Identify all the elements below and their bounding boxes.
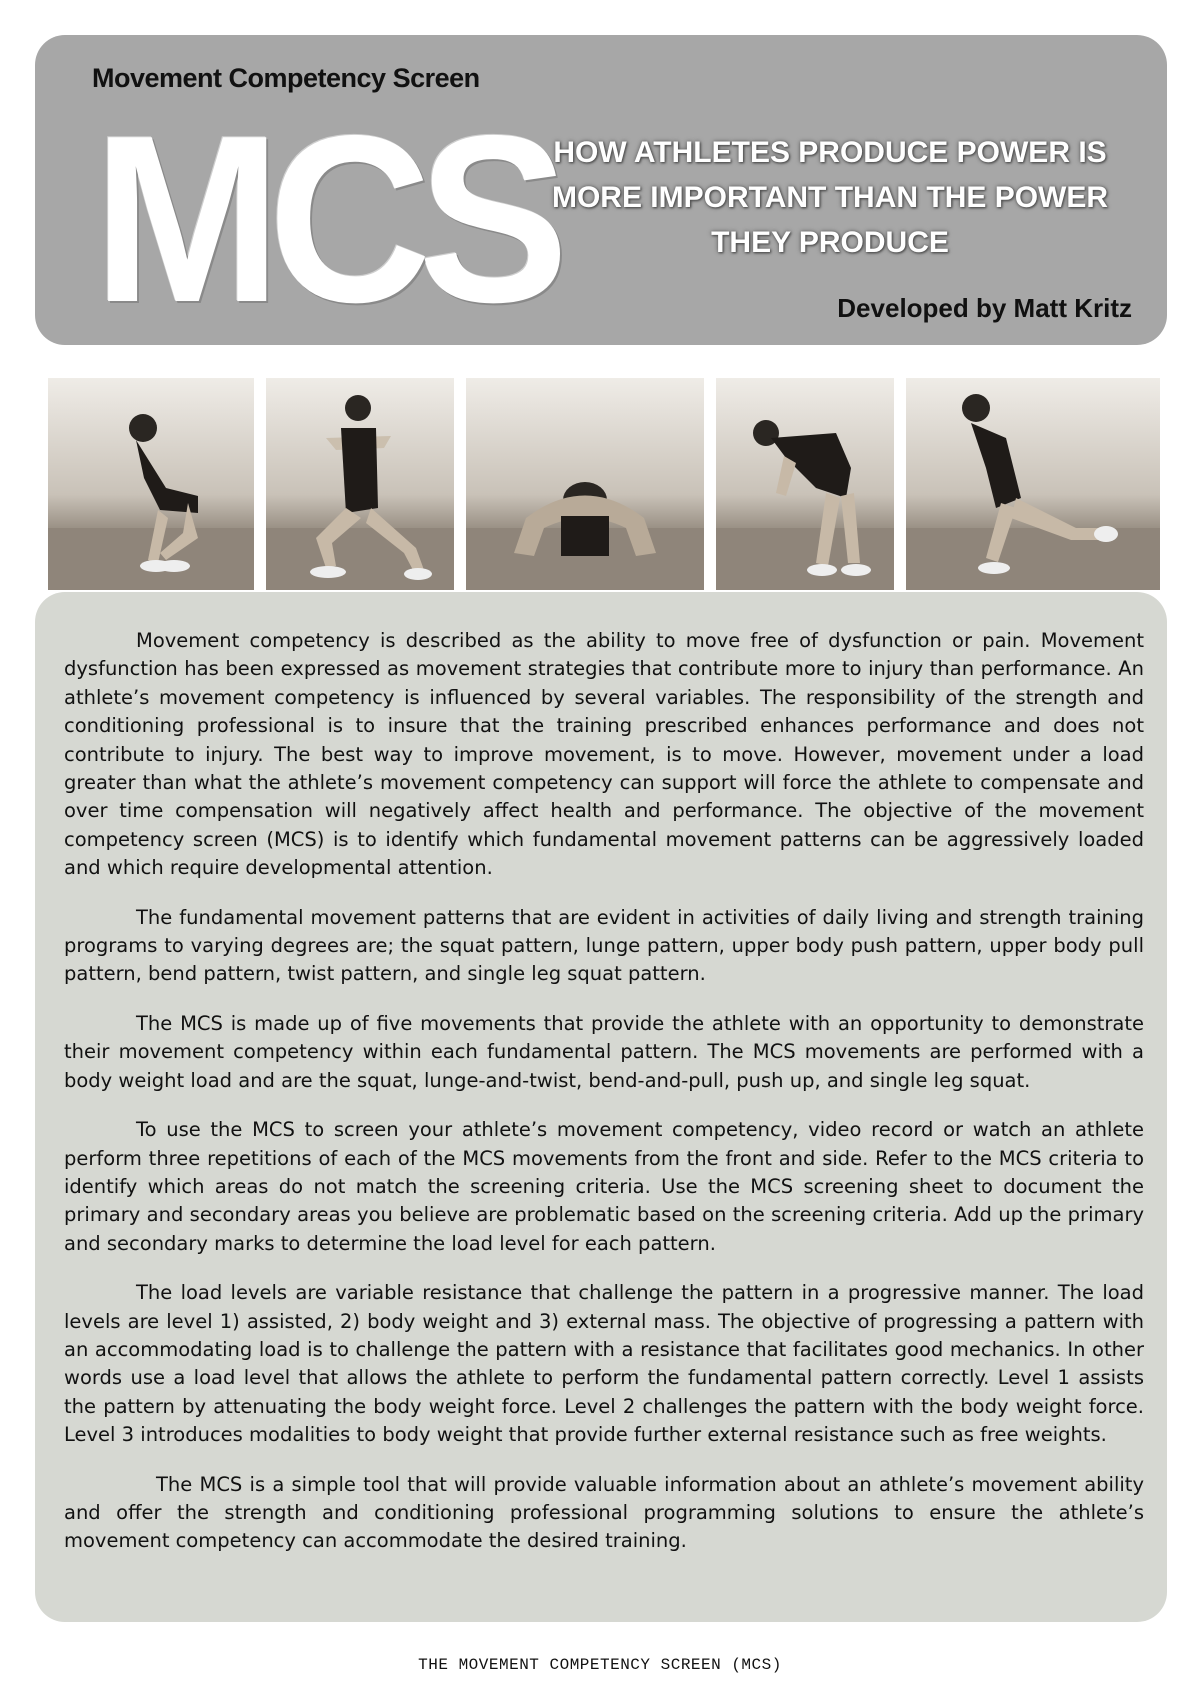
body-paragraph-5: The load levels are variable resistance that challenge the pattern in a progressive manner. The load levels are level 1) assisted, 2) body weight and 3) external mass. The objective of progressing a pattern with an accommodating load is to challenge the pattern with a resistance that facilitates good mechanics. In other words use a load level that allows the athlete to perform the fundamental pattern correctly. Level 1 assists the pattern by attenuating the body weight force. Level 2 challenges the pattern with the body weight force. Level 3 introduces modalities to body weight that provide further external resistance such as free weights.: [64, 1281, 1144, 1447]
body-paragraph-1: Movement competency is described as the ability to move free of dysfunction or pain. Movement dysfunction has been expressed as movement strategies that contribute more to injury than performance. An athlete’s movement competency is influenced by several variables. The responsibility of the strength and conditioning professional is to insure that the training prescribed enhances performance and does not contribute to injury. The best way to improve movement, is to move. However, movement under a load greater than what the athlete’s movement competency can support will force the athlete to compensate and over time compensation will negatively affect health and performance. The objective of the movement competency screen (MCS) is to identify which fundamental movement patterns can be aggressively loaded and which require developmental attention.: [64, 629, 1144, 880]
lunge-and-twist-photo: [266, 378, 454, 590]
header-tagline: HOW ATHLETES PRODUCE POWER IS MORE IMPORTANT THAN THE POWER THEY PRODUCE: [551, 136, 1109, 259]
body-paragraph-4: To use the MCS to screen your athlete’s movement competency, video record or watch an athlete perform three repetitions of each of the MCS movements from the front and side. Refer to the MCS criteria to identify which areas do not match the screening criteria. Use the MCS screening sheet to document the primary and secondary areas you believe are problematic based on the screening criteria. Add up the primary and secondary marks to determine the load level for each pattern.: [64, 1118, 1144, 1255]
push-up-photo: [466, 378, 704, 590]
exercise-photo-strip: [48, 378, 1160, 590]
single-leg-squat-photo: [906, 378, 1160, 590]
mcs-logo: MCS: [93, 87, 556, 352]
header-banner: [35, 35, 1167, 352]
bend-and-pull-photo: [716, 378, 894, 590]
header-subtitle: Movement Competency Screen: [92, 63, 480, 93]
page-footer: THE MOVEMENT COMPETENCY SCREEN (MCS): [418, 1656, 782, 1674]
body-paragraph-6: The MCS is a simple tool that will provide valuable information about an athlete’s movement ability and offer the strength and conditioning professional programming solutions to ensure the athlete’s movement competency can accommodate the desired training.: [64, 1472, 1144, 1553]
body-paragraph-2: The fundamental movement patterns that are evident in activities of daily living and strength training programs to varying degrees are; the squat pattern, lunge pattern, upper body push pattern, upper body pull pattern, bend pattern, twist pattern, and single leg squat pattern.: [64, 905, 1144, 986]
single-leg-figure: [906, 378, 1160, 590]
lunge-figure: [266, 378, 454, 590]
push-up-figure: [466, 378, 704, 590]
squat-photo: [48, 378, 254, 590]
developer-credit: Developed by Matt Kritz: [837, 293, 1132, 323]
body-text: [64, 627, 1144, 1577]
squat-figure: [48, 378, 254, 590]
bend-figure: [716, 378, 894, 590]
body-paragraph-3: The MCS is made up of five movements that provide the athlete with an opportunity to demonstrate their movement competency within each fundamental pattern. The MCS movements are performed with a body weight load and are the squat, lunge-and-twist, bend-and-pull, push up, and single leg squat.: [64, 1011, 1144, 1092]
